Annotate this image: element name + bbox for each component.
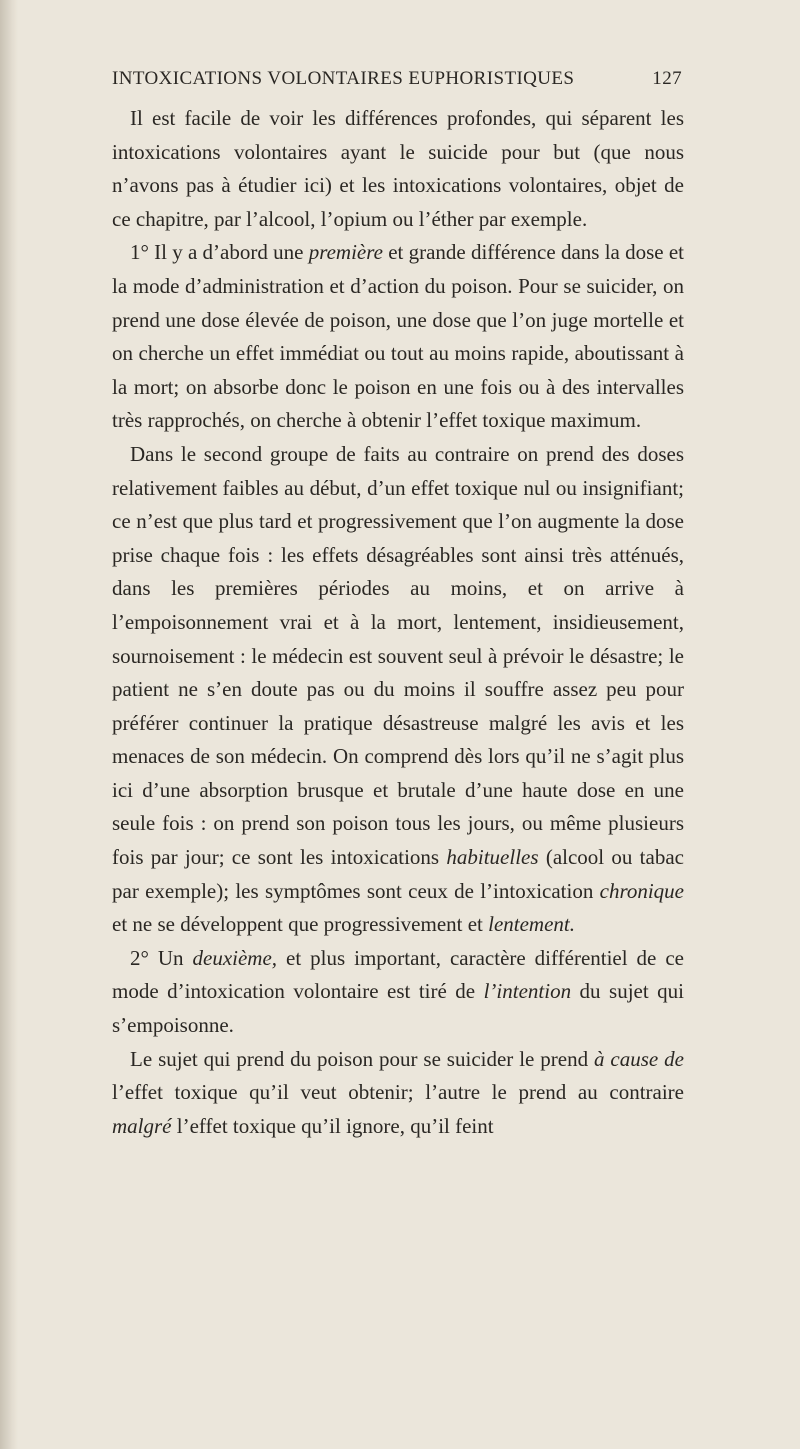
italic-text: lentement. (488, 912, 576, 937)
text-run: Dans le second groupe de faits au contraire on prend des doses relativement faibles au début, d’un effet toxique nul ou insignifiant; ce n’est que plus tard et progressivement que l’on augmente la dose prise chaque fois : les effets désagréables sont ainsi très atténués, dans les premières périodes au moins, et on arrive à l’empoisonnement vrai et à la mort, lentement, insidieusement, sournoisement : le médecin est souvent seul à prévoir le désastre; le patient ne s’en doute pas ou du moins il souffre assez peu pour préférer continuer la pratique désastreuse malgré les avis et les menaces de son médecin. On comprend dès lors qu’il ne s’agit plus ici d’une absorption brusque et brutale d’une haute dose en une seule fois : on prend son poison tous les jours, ou même plusieurs fois par jour; ce sont les intoxications (112, 441, 684, 870)
text-run: du sujet qui s’empoisonne. (112, 979, 684, 1038)
paragraph (112, 236, 684, 438)
text-run: Il est facile de voir les différences profondes, qui séparent les intoxications volontaires ayant le suicide pour but (que nous n’avons pas à étudier ici) et les intoxications volontaires, objet de ce chapitre, par l’alcool, l’opium ou l’éther par exemple. (112, 106, 684, 231)
paragraph (112, 942, 684, 1043)
text-run: et plus important, caractère différentiel de ce mode d’intoxication volontaire est tiré de (112, 945, 684, 1004)
paragraph (112, 438, 684, 942)
page-edge-shadow (0, 0, 18, 1449)
text-run: 2° Un (130, 945, 193, 970)
text-run: et ne se développent que progressivement et (112, 912, 489, 937)
paragraph (112, 1043, 684, 1144)
italic-text: chronique (599, 878, 684, 903)
text-run: l’effet toxique qu’il ignore, qu’il feint (171, 1113, 494, 1138)
italic-text: l’intention (483, 979, 572, 1004)
paragraph (112, 102, 684, 236)
italic-text: première (308, 240, 383, 265)
text-run: et grande différence dans la dose et la mode d’administration et d’action du poison. Pour se suicider, on prend une dose élevée de poison, une dose que l’on juge mortelle et on cherche un effet immédiat ou tout au moins rapide, aboutissant à la mort; on absorbe donc le poison en une fois ou à des intervalles très rapprochés, on cherche à obtenir l’effet toxique maximum. (112, 240, 684, 433)
italic-text: à cause de (594, 1046, 684, 1071)
text-run: l’effet toxique qu’il veut obtenir; l’autre le prend au contraire (112, 1080, 684, 1105)
running-head (112, 68, 684, 94)
italic-text: habituelles (446, 845, 539, 870)
italic-text: deuxième, (192, 945, 278, 970)
text-run: 1° Il y a d’abord une (130, 240, 309, 265)
chapter-title: INTOXICATIONS VOLONTAIRES EUPHORISTIQUES (112, 68, 575, 89)
italic-text: malgré (112, 1113, 172, 1138)
text-run: (alcool ou tabac par exemple); les symptômes sont ceux de l’intoxication (112, 845, 684, 903)
page-number: 127 (652, 68, 682, 89)
body-text (112, 102, 684, 1143)
text-run: Le sujet qui prend du poison pour se suicider le prend (130, 1046, 595, 1071)
book-page (112, 68, 684, 1143)
